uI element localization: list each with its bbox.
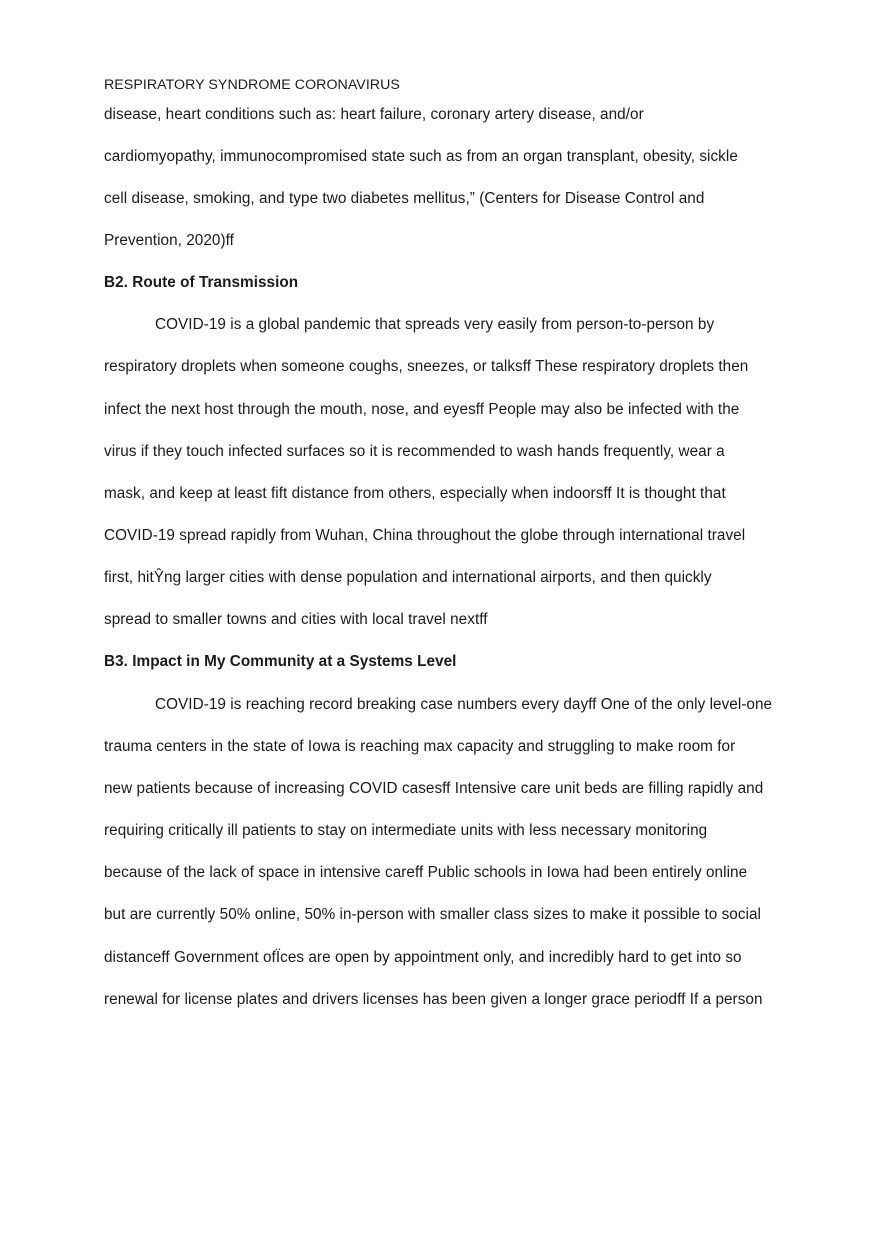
- text-line: COVID-19 is reaching record breaking case numbers every dayff One of the only level-one: [155, 696, 773, 713]
- running-head: RESPIRATORY SYNDROME CORONAVIRUS: [104, 77, 400, 93]
- text-line: first, hitŶng larger cities with dense population and international airports, and then quickly: [104, 569, 712, 586]
- text-line: infect the next host through the mouth, nose, and eyesff People may also be infected with the: [104, 401, 740, 418]
- text-line: but are currently 50% online, 50% in-person with smaller class sizes to make it possible to social: [104, 906, 762, 923]
- text-line: cardiomyopathy, immunocompromised state such as from an organ transplant, obesity, sickle: [104, 148, 738, 165]
- text-line: trauma centers in the state of Iowa is reaching max capacity and struggling to make room for: [104, 738, 736, 755]
- text-line: requiring critically ill patients to stay on intermediate units with less necessary monitoring: [104, 822, 708, 839]
- text-line: because of the lack of space in intensive careff Public schools in Iowa had been entirely online: [104, 864, 748, 881]
- text-line: new patients because of increasing COVID casesff Intensive care unit beds are filling rapidly and: [104, 780, 764, 797]
- text-line: respiratory droplets when someone coughs, sneezes, or talksff These respiratory droplets then: [104, 358, 749, 375]
- text-line: distanceff Government ofÏces are open by appointment only, and incredibly hard to get into so: [104, 949, 742, 966]
- text-line: renewal for license plates and drivers licenses has been given a longer grace periodff If a person: [104, 991, 763, 1008]
- text-line: virus if they touch infected surfaces so it is recommended to wash hands frequently, wear a: [104, 443, 725, 460]
- text-line: COVID-19 spread rapidly from Wuhan, China throughout the globe through international travel: [104, 527, 746, 544]
- text-line: mask, and keep at least fift distance from others, especially when indoorsff It is thought that: [104, 485, 726, 502]
- text-line: COVID-19 is a global pandemic that spreads very easily from person-to-person by: [155, 316, 715, 333]
- section-heading-b3: B3. Impact in My Community at a Systems Level: [104, 653, 457, 670]
- text-line: Prevention, 2020)ff: [104, 232, 234, 249]
- text-line: cell disease, smoking, and type two diabetes mellitus,” (Centers for Disease Control and: [104, 190, 705, 207]
- section-heading-b2: B2. Route of Transmission: [104, 274, 299, 291]
- text-line: disease, heart conditions such as: heart failure, coronary artery disease, and/or: [104, 106, 644, 123]
- text-line: spread to smaller towns and cities with local travel nextff: [104, 611, 488, 628]
